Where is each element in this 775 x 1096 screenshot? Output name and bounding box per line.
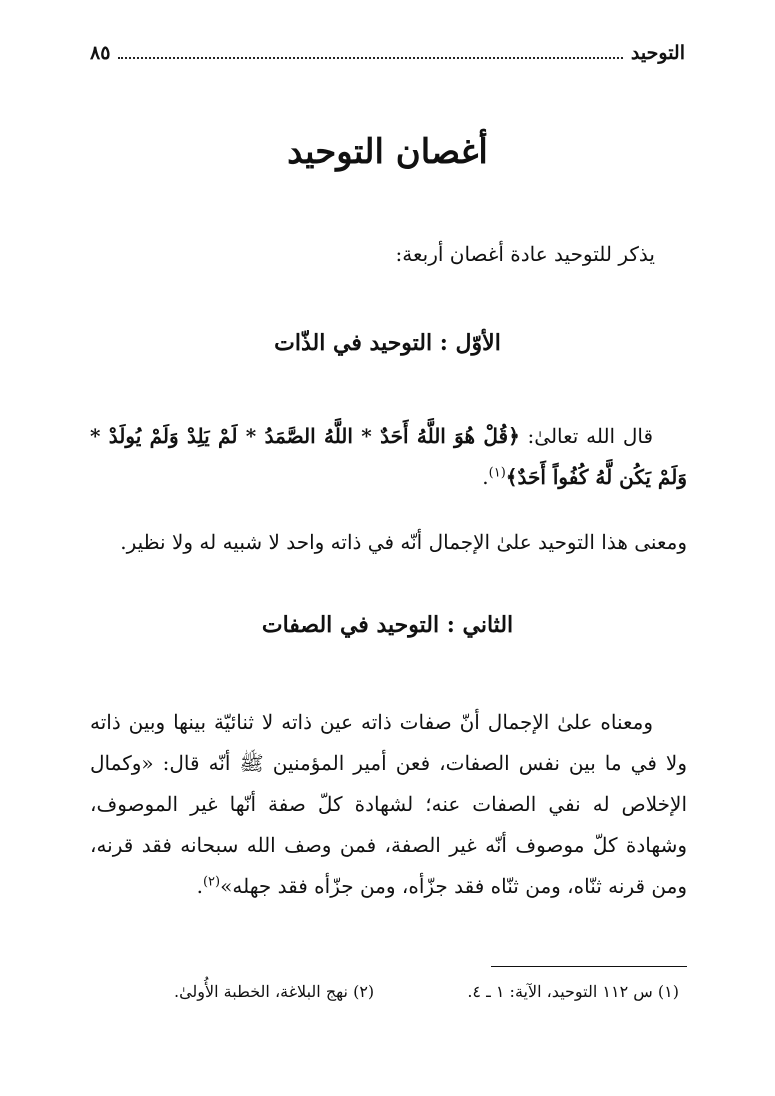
- quote-intro: قال الله تعالىٰ:: [519, 424, 654, 448]
- header-title: التوحيد: [630, 42, 685, 64]
- section-heading-essence: الأوّل : التوحيد في الذّات: [274, 330, 501, 356]
- footnotes: [90, 982, 683, 1001]
- footnote-1: (١) س ١١٢ التوحيد، الآية: ١ ـ ٤.: [467, 982, 679, 1001]
- footnote-ref-1: (١): [488, 465, 506, 481]
- attributes-end: .: [196, 874, 203, 898]
- page-number: ٨٥: [90, 42, 111, 64]
- header-dot-leader: [118, 57, 623, 59]
- chapter-title: أغصان التوحيد: [287, 132, 488, 172]
- quran-quote-paragraph: [90, 416, 687, 498]
- intro-paragraph: يذكر للتوحيد عادة أغصان أربعة:: [395, 242, 655, 266]
- quote-end: .: [482, 465, 489, 489]
- essence-meaning-paragraph: ومعنى هذا التوحيد علىٰ الإجمال أنّه في ذاته واحد لا شبيه له ولا نظير.: [120, 530, 687, 554]
- running-header: [90, 38, 685, 68]
- attributes-paragraph: [90, 702, 687, 907]
- quran-verse: ﴿قُلْ هُوَ اللَّهُ أَحَدٌ * اللَّهُ الصَّمَدُ * لَمْ يَلِدْ وَلَمْ يُولَدْ * وَلَمْ يَكُن لَّهُ كُفُواً أَحَدٌ﴾: [90, 424, 687, 489]
- attributes-body: ومعناه علىٰ الإجمال أنّ صفات ذاته عين ذاته لا ثنائيّة بينها وبين ذاته ولا في ما بين نفس الصفات، فعن أمير المؤمنين ﷺ أنّه قال: «وكمال الإخلاص له نفي الصفات عنه؛ لشهادة كلّ صفة أنّها غير الموصوف، وشهادة كلّ موصوف أنّه غير الصفة، فمن وصف الله سبحانه فقد قرنه، ومن قرنه ثنّاه، ومن ثنّاه فقد جزّأه، ومن جزّأه فقد جهله»: [90, 710, 687, 898]
- footnote-divider: [491, 966, 687, 967]
- section-heading-attributes: الثاني : التوحيد في الصفات: [261, 612, 514, 638]
- footnote-2: (٢) نهج البلاغة، الخطبة الأُولىٰ.: [174, 982, 375, 1001]
- footnote-ref-2: (٢): [202, 874, 221, 890]
